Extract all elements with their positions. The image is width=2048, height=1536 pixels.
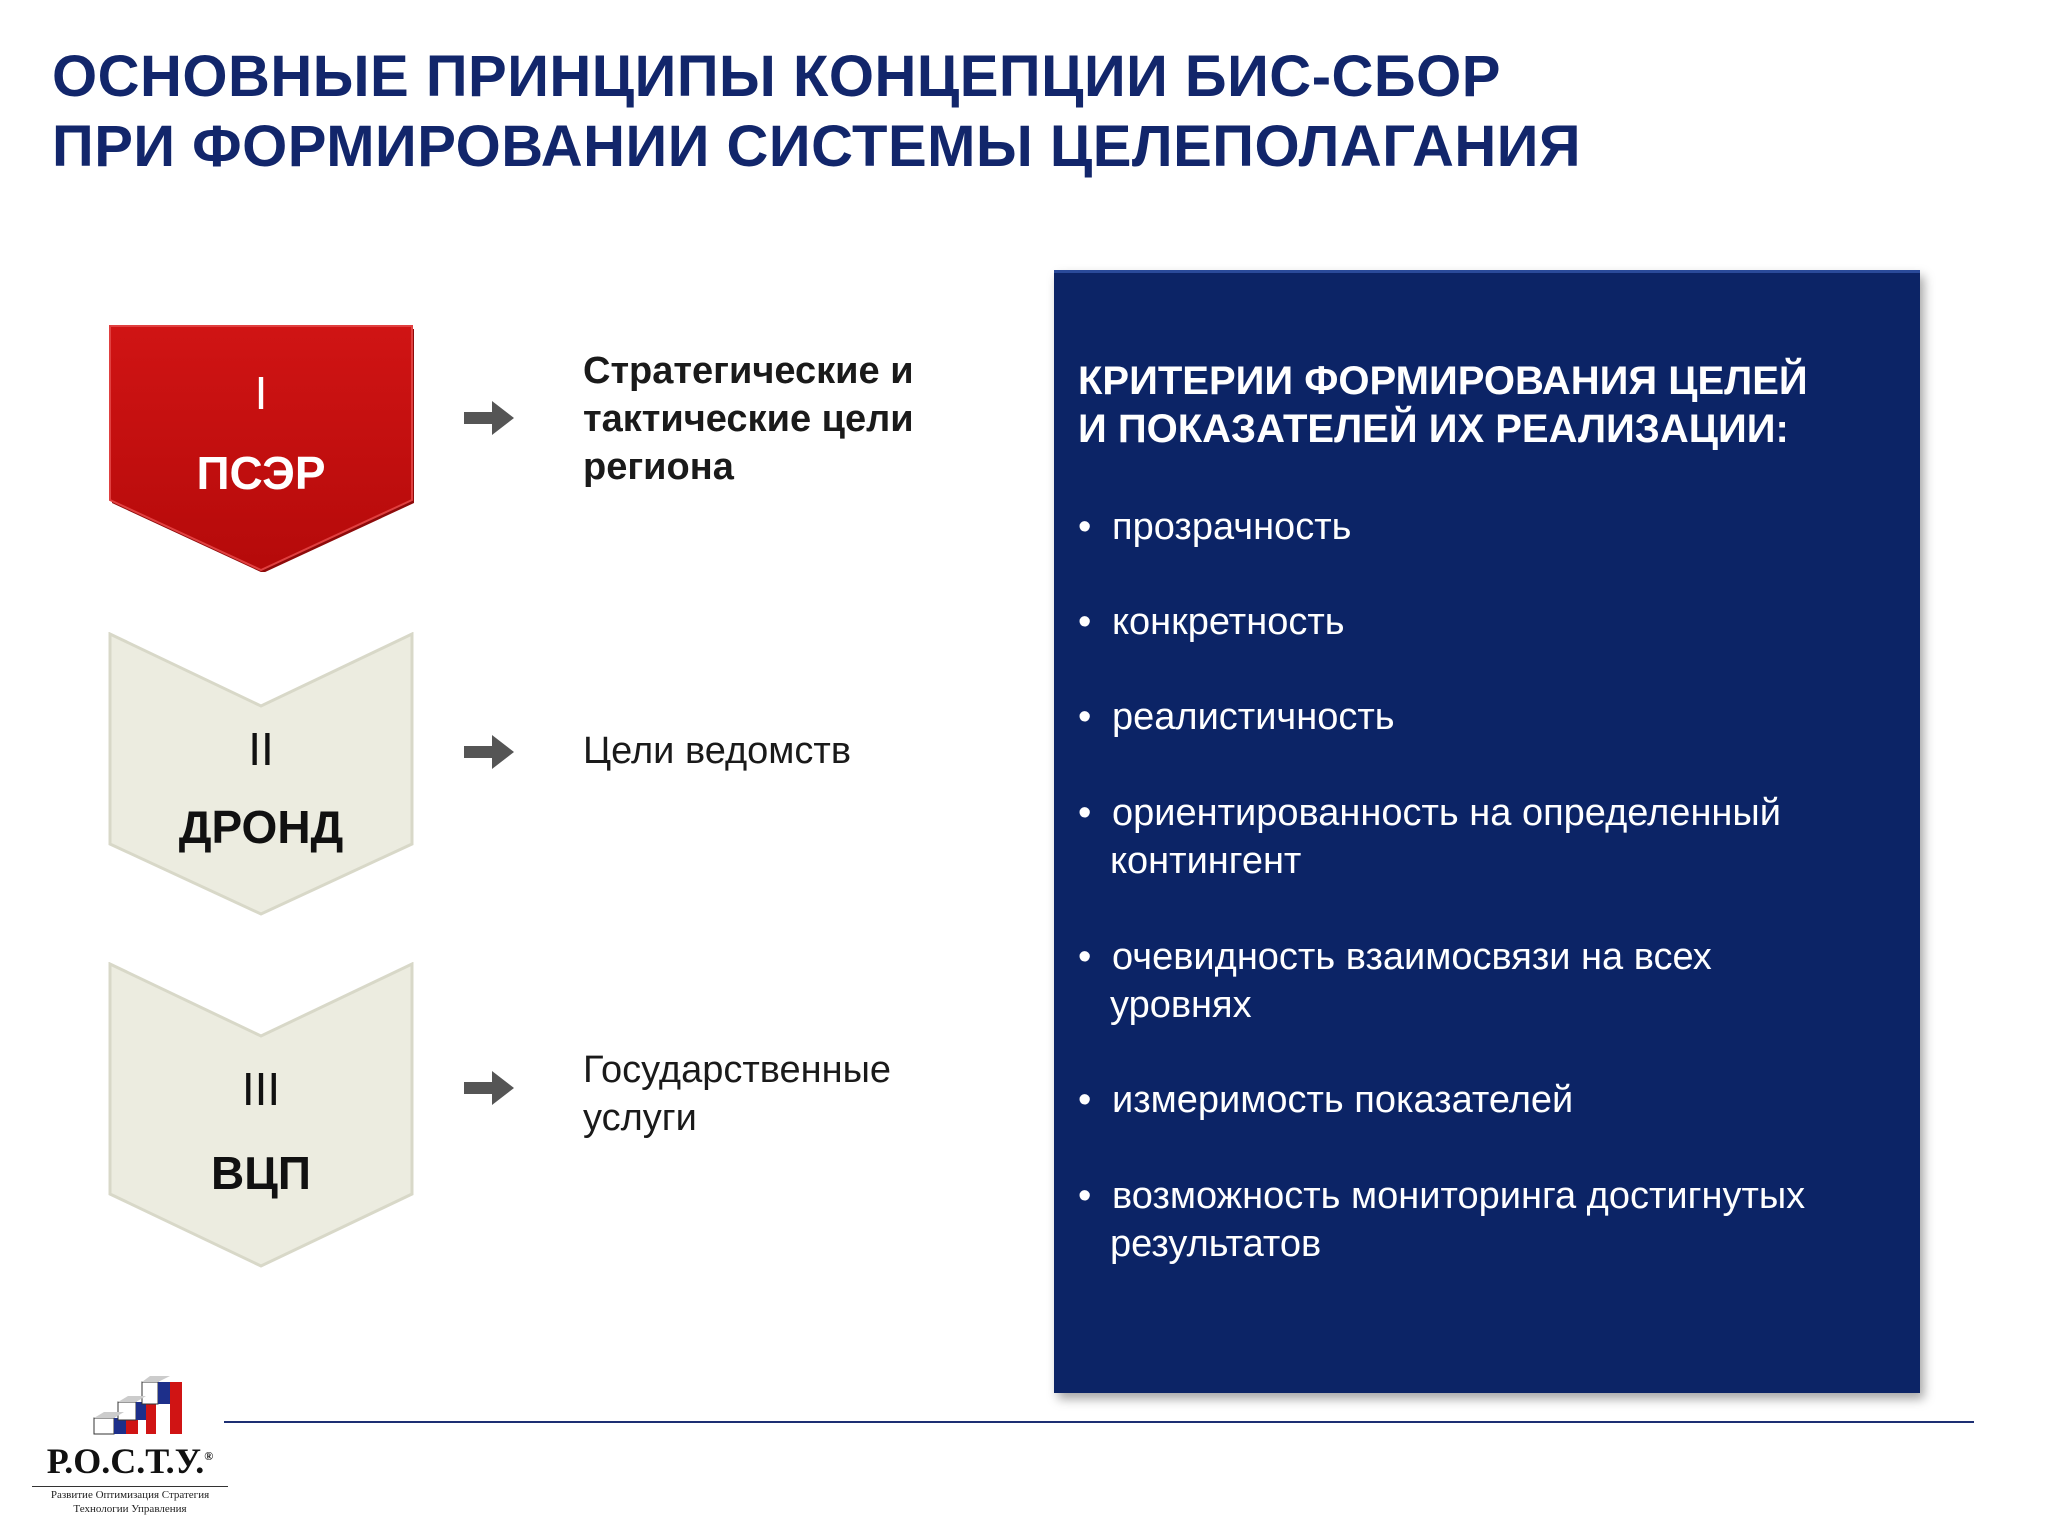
- level-1-number: I: [254, 367, 268, 419]
- logo-bars-icon: [30, 1370, 230, 1440]
- registered-mark: ®: [204, 1449, 214, 1463]
- criteria-panel-title-line: КРИТЕРИИ ФОРМИРОВАНИЯ ЦЕЛЕЙ: [1078, 359, 1808, 403]
- criteria-panel-title-line: И ПОКАЗАТЕЛЕЙ ИХ РЕАЛИЗАЦИИ:: [1078, 407, 1789, 451]
- footer-divider: [224, 1421, 1974, 1423]
- logo-name: [30, 1440, 230, 1482]
- criterion-item: [1078, 933, 1898, 1029]
- bullet-icon: •: [1078, 601, 1092, 643]
- level-1-abbr: ПСЭР: [196, 447, 326, 499]
- level-3-description-line: Государственные: [583, 1049, 892, 1091]
- criterion-item: [1078, 693, 1898, 741]
- arrow-right-icon: [462, 398, 516, 438]
- level-3-abbr: ВЦП: [211, 1147, 311, 1199]
- level-2-description-line: Цели ведомств: [583, 730, 852, 772]
- logo-subtitle: [30, 1488, 230, 1516]
- bullet-icon: •: [1078, 696, 1092, 738]
- criteria-panel-title: [1078, 357, 1898, 453]
- level-3-description: [583, 1046, 1003, 1142]
- slide-title-line-2: ПРИ ФОРМИРОВАНИИ СИСТЕМЫ ЦЕЛЕПОЛАГАНИЯ: [52, 114, 1582, 179]
- criterion-item: [1078, 503, 1898, 551]
- logo-subtitle-line: Развитие Оптимизация Стратегия: [50, 1489, 210, 1501]
- arrow-right-icon: [462, 1068, 516, 1108]
- criterion-text: конкретность: [1112, 601, 1345, 643]
- level-1-chevron: [108, 322, 414, 572]
- logo-subtitle-line: Технологии Управления: [73, 1503, 187, 1515]
- criterion-text: прозрачность: [1112, 506, 1352, 548]
- criterion-item: [1078, 598, 1898, 646]
- level-2-number: II: [248, 723, 274, 775]
- level-1-description-line: тактические цели: [583, 398, 914, 440]
- criterion-text: очевидность взаимосвязи на всех: [1112, 936, 1712, 978]
- slide-title-line-1: ОСНОВНЫЕ ПРИНЦИПЫ КОНЦЕПЦИИ БИС-СБОР: [52, 44, 1501, 109]
- level-2-chevron: [108, 632, 414, 916]
- criterion-text-continued: уровнях: [1110, 984, 1252, 1026]
- criterion-text-continued: результатов: [1110, 1223, 1322, 1265]
- bullet-icon: •: [1078, 1079, 1092, 1121]
- logo-name-text: Р.О.С.Т.У.: [46, 1441, 205, 1481]
- logo-underline: [32, 1486, 228, 1487]
- slide-title: [52, 42, 1752, 182]
- level-3-description-line: услуги: [583, 1097, 697, 1139]
- criterion-item: [1078, 1076, 1898, 1124]
- criterion-text: измеримость показателей: [1112, 1079, 1574, 1121]
- level-2-description: [583, 727, 1003, 775]
- arrow-right-icon: [462, 732, 516, 772]
- criterion-text: ориентированность на определенный: [1112, 792, 1781, 834]
- level-3-chevron: [108, 962, 414, 1268]
- level-1-description: [583, 347, 1003, 491]
- criteria-panel: [1054, 270, 1920, 1393]
- level-2-abbr: ДРОНД: [178, 801, 344, 853]
- bullet-icon: •: [1078, 792, 1092, 834]
- level-3-number: III: [241, 1063, 281, 1115]
- bullet-icon: •: [1078, 1175, 1092, 1217]
- level-1-description-line: региона: [583, 446, 734, 488]
- criterion-text: возможность мониторинга достигнутых: [1112, 1175, 1806, 1217]
- criterion-item: [1078, 789, 1898, 885]
- criterion-text-continued: контингент: [1110, 840, 1302, 882]
- bullet-icon: •: [1078, 506, 1092, 548]
- rostu-logo: [30, 1370, 230, 1530]
- criterion-item: [1078, 1172, 1898, 1268]
- criterion-text: реалистичность: [1112, 696, 1395, 738]
- level-1-description-line: Стратегические и: [583, 350, 914, 392]
- bullet-icon: •: [1078, 936, 1092, 978]
